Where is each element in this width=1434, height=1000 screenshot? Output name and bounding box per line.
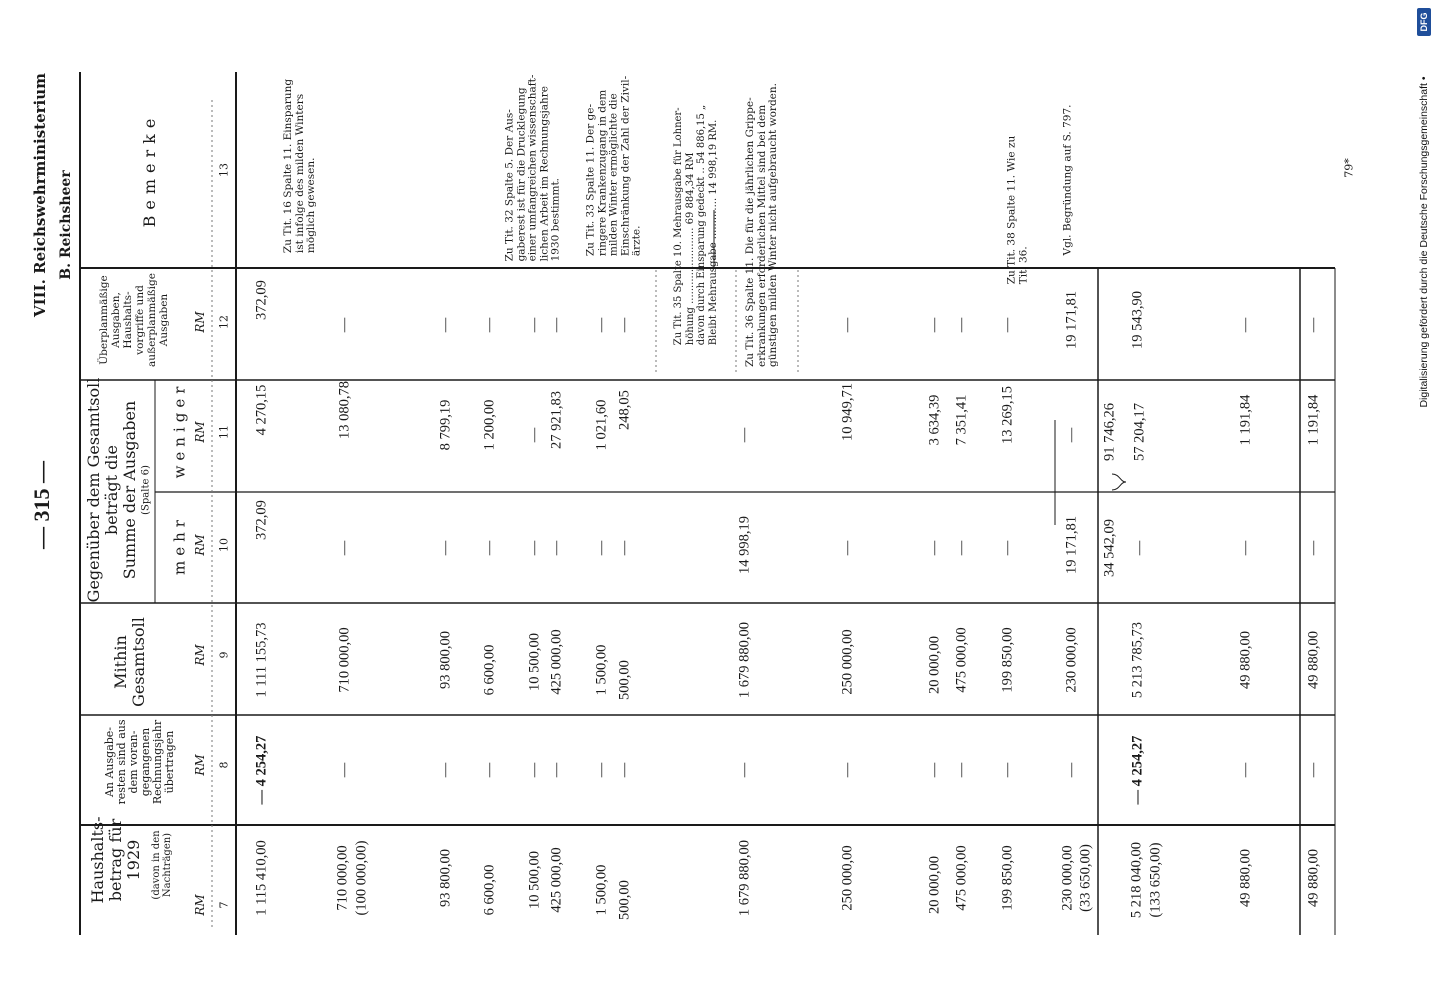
cell-c8: —	[839, 762, 856, 778]
cell-c11: 1 191,84	[1305, 394, 1322, 446]
cell-c11: 1 021,60	[593, 399, 610, 451]
cell-c7: 199 850,00	[999, 845, 1016, 911]
header-group10-11-sub: (Spalte 6)	[140, 465, 152, 515]
cell-c10: 19 171,81	[1063, 516, 1080, 574]
cell-c9: 6 600,00	[481, 644, 498, 696]
remark-tit16: Zu Tit. 16 Spalte 11. Einsparung ist infolge des milden Winters möglich gewesen.	[281, 78, 317, 254]
total-c10-top: 34 542,09	[1101, 519, 1118, 577]
cell-c8: —	[548, 762, 565, 778]
ministry-heading: VIII. Reichswehrministerium	[31, 72, 49, 318]
unit-col11: RM	[193, 421, 207, 443]
header-col11: weniger	[170, 381, 189, 479]
cell-c10: —	[437, 540, 454, 556]
cell-c11: 4 270,15	[253, 384, 270, 436]
cell-c10: —	[1237, 540, 1254, 556]
cell-c8: —	[526, 762, 543, 778]
cell-c10: —	[336, 540, 353, 556]
cell-c8: —	[1063, 762, 1080, 778]
cell-c12: —	[481, 317, 498, 333]
remark-tit33: Zu Tit. 33 Spalte 11. Der ge- ringere Krankenzugang in dem milden Winter ermöglichte die Einschränkung der Zahl der Zivil- ärzte.	[584, 75, 643, 257]
cell-c11: 1 200,00	[481, 399, 498, 451]
cell-c12: —	[616, 317, 633, 333]
cell-c9: 93 800,00	[437, 631, 454, 689]
cell-c8: —	[999, 762, 1016, 778]
cell-c12: —	[839, 317, 856, 333]
header-col8: An Ausgabe- resten sind aus dem voran- gegangenen Rechnungsjahr übertragen	[103, 719, 176, 805]
page-mark: 79*	[1342, 158, 1356, 178]
total-c9: 5 213 785,73	[1129, 621, 1146, 699]
cell-c9: 199 850,00	[999, 627, 1016, 693]
cell-c10: —	[926, 540, 943, 556]
cell-c11: 8 799,19	[437, 399, 454, 451]
cell-c12: —	[1237, 317, 1254, 333]
cell-c9: 10 500,00	[526, 633, 543, 691]
cell-c9: 49 880,00	[1237, 631, 1254, 689]
unit-col9: RM	[193, 644, 207, 666]
remark-tit36: Zu Tit. 36 Spalte 11. Die für die jährlichen Grippe- erkrankungen erforderlichen Mittel sind bei dem günstigen milden Winter nicht aufgebraucht worden.	[743, 83, 779, 367]
cell-c9: 1 111 155,73	[253, 622, 270, 698]
cell-c7: 20 000,00	[926, 856, 943, 914]
cell-c10: —	[526, 540, 543, 556]
cell-c8: —	[926, 762, 943, 778]
cell-c7: 1 500,00	[593, 864, 610, 916]
cell-c7: 1 679 880,00	[736, 839, 753, 917]
cell-c8: —	[437, 762, 454, 778]
cell-c7: 230 000,00	[1059, 845, 1076, 911]
cell-c9: 1 500,00	[593, 644, 610, 696]
cell-c11: —	[526, 427, 543, 443]
cell-c12: 372,09	[253, 280, 270, 320]
cell-c7: 49 880,00	[1305, 849, 1322, 907]
remark-reference: Vgl. Begründung auf S. 797.	[1061, 104, 1074, 256]
section-heading: B. Reichsheer	[58, 170, 74, 280]
page-number: — 315 —	[29, 461, 54, 549]
colnum-11: 11	[217, 425, 231, 439]
cell-c12: 19 171,81	[1063, 291, 1080, 349]
total-c7: 5 218 040,00	[1128, 841, 1145, 919]
cell-c12: —	[999, 317, 1016, 333]
cell-c7-supplement: (33 650,00)	[1077, 844, 1094, 912]
cell-c7: 1 115 410,00	[253, 840, 270, 916]
colnum-9: 9	[217, 651, 231, 659]
cell-c8: —	[1305, 762, 1322, 778]
cell-c9: 20 000,00	[926, 636, 943, 694]
cell-c7: 500,00	[616, 880, 633, 920]
cell-c7: 475 000,00	[953, 845, 970, 911]
dfg-logo-text: DFG	[1419, 12, 1429, 32]
cell-c11: —	[736, 427, 753, 443]
cell-c8: —	[336, 762, 353, 778]
total-c7-supplement: (133 650,00)	[1147, 842, 1164, 918]
total-c8: — 4 254,27	[1129, 735, 1146, 805]
dfg-logo	[1417, 8, 1431, 36]
cell-c10: —	[953, 540, 970, 556]
cell-c10: —	[548, 540, 565, 556]
cell-c12: —	[526, 317, 543, 333]
cell-c11: 1 191,84	[1237, 394, 1254, 446]
colnum-12: 12	[217, 315, 231, 329]
cell-c9: 250 000,00	[839, 629, 856, 695]
cell-c10: —	[839, 540, 856, 556]
cell-c7: 10 500,00	[526, 851, 543, 909]
cell-c10: 372,09	[253, 500, 270, 540]
cell-c8: —	[593, 762, 610, 778]
header-col10: mehr	[170, 515, 189, 575]
cell-c10: —	[1305, 540, 1322, 556]
cell-c8: —	[953, 762, 970, 778]
cell-c7: 710 000,00	[334, 845, 351, 911]
cell-c9: 475 000,00	[953, 627, 970, 693]
cell-c12: —	[593, 317, 610, 333]
cell-c12: —	[548, 317, 565, 333]
header-col7-sub: (davon in den Nachträgen)	[151, 830, 173, 900]
cell-c7: 6 600,00	[481, 864, 498, 916]
unit-col10: RM	[193, 534, 207, 556]
cell-c11: 248,05	[616, 390, 633, 430]
cell-c9: 49 880,00	[1305, 631, 1322, 689]
header-col13: Bemerke	[140, 112, 159, 228]
header-col7: Haushalts- betrag für 1929	[88, 816, 143, 904]
cell-c8: —	[616, 762, 633, 778]
cell-c7: 93 800,00	[437, 849, 454, 907]
colnum-7: 7	[217, 901, 231, 909]
cell-c12: —	[437, 317, 454, 333]
unit-col8: RM	[193, 754, 207, 776]
total-c10: —	[1131, 540, 1148, 556]
unit-col12: RM	[193, 311, 207, 333]
cell-c10: —	[481, 540, 498, 556]
cell-c8: —	[736, 762, 753, 778]
cell-c9: 710 000,00	[336, 627, 353, 693]
cell-c9: 230 000,00	[1063, 627, 1080, 693]
total-c12: 19 543,90	[1129, 291, 1146, 349]
total-c11: 57 204,17	[1131, 403, 1148, 461]
cell-c9: 500,00	[616, 660, 633, 700]
cell-c11: 27 921,83	[548, 391, 565, 449]
cell-c8: —	[1237, 762, 1254, 778]
cell-c10: 14 998,19	[736, 516, 753, 574]
cell-c11: —	[1063, 427, 1080, 443]
remark-tit35: Zu Tit. 35 Spalte 10. Mehrausgabe für Lohner- höhung ........................ 69 884,34 RM davon durch Einsparung gedeckt .. 54 886,15 „ Bleibt Mehrausgabe ............. 14 998,19 RM.	[673, 104, 719, 346]
cell-c12: —	[1305, 317, 1322, 333]
cell-c10: —	[593, 540, 610, 556]
cell-c10: —	[999, 540, 1016, 556]
cell-c11: 13 269,15	[999, 386, 1016, 444]
cell-c11: 7 351,41	[953, 394, 970, 446]
cell-c8: —	[481, 762, 498, 778]
cell-c9: 1 679 880,00	[736, 621, 753, 699]
colnum-8: 8	[217, 761, 231, 769]
remark-tit32: Zu Tit. 32 Spalte 5. Der Aus- gaberest ist für die Drucklegung einer umfangreichen wissenschaft- lichen Arbeit im Rechnungsjahre 1930 bestimmt.	[503, 74, 562, 262]
cell-c7: 250 000,00	[839, 845, 856, 911]
digitization-note: Digitalisierung gefördert durch die Deutsche Forschungsgemeinschaft •	[1418, 76, 1430, 408]
cell-c7: 425 000,00	[548, 847, 565, 913]
cell-c9: 425 000,00	[548, 629, 565, 695]
cell-c12: —	[336, 317, 353, 333]
cell-c11: 10 949,71	[839, 383, 856, 441]
cell-c11: 13 080,78	[336, 381, 353, 439]
colnum-13: 13	[217, 163, 231, 177]
cell-c7: 49 880,00	[1237, 849, 1254, 907]
colnum-10: 10	[217, 538, 231, 552]
cell-c8: — 4 254,27	[253, 735, 270, 805]
cell-c10: —	[616, 540, 633, 556]
remark-tit38: Zu Tit. 38 Spalte 11. Wie zu Tit. 36.	[1005, 135, 1029, 285]
header-col9: Mithin Gesamtsoll	[111, 617, 148, 707]
total-c11-top: 91 746,26	[1101, 403, 1118, 461]
cell-c12: —	[953, 317, 970, 333]
header-group10-11: Gegenüber dem Gesamtsoll beträgt die Summe der Ausgaben	[84, 377, 139, 603]
cell-c12: —	[926, 317, 943, 333]
cell-c11: 3 634,39	[926, 394, 943, 446]
header-col12: Überplanmäßige Ausgaben, Haushalts- vorgriffe und außerplanmäßige Ausgaben	[98, 273, 170, 367]
cell-c7-supplement: (100 000,00)	[353, 840, 370, 916]
unit-col7: RM	[193, 894, 207, 916]
